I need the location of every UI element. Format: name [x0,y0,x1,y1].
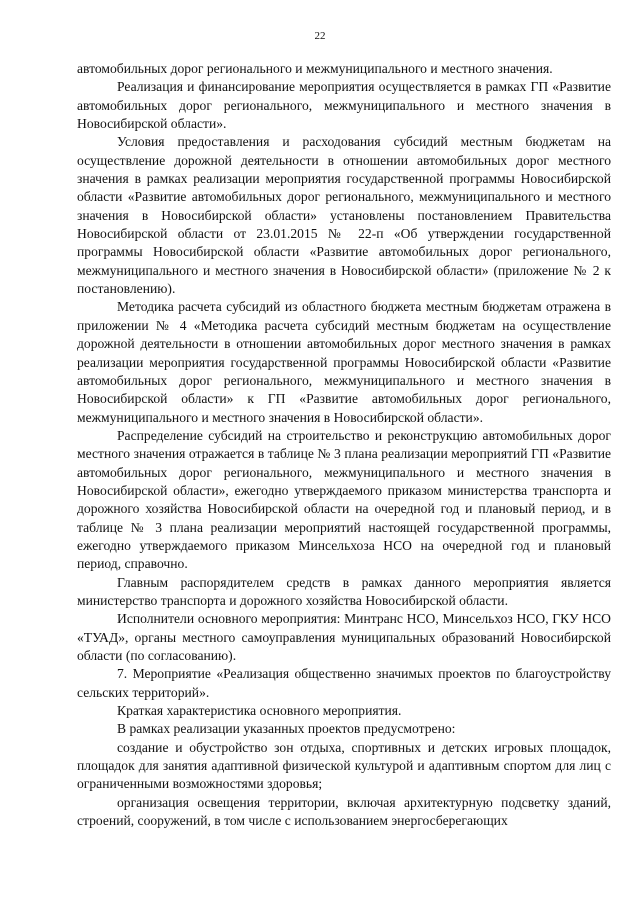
paragraph-main-manager: Главным распорядителем средств в рамках данного мероприятия является министерство транспорта и дорожного хозяйства Новосибирской области. [77,574,611,608]
paragraph-continuation: автомобильных дорог регионального и межмуниципального и местного значения. [77,61,553,76]
paragraph-brief-description: Краткая характеристика основного мероприятия. [117,703,402,719]
document-body [77,60,611,830]
paragraph-calculation-method: Методика расчета субсидий из областного бюджета местным бюджетам отражена в приложении № 4 «Методика расчета субсидий местным бюджетам на осуществление дорожной деятельности в отношении автомобильных дорог местного значения в рамках реализации мероприятия государственной программы Новосибирской области «Развитие автомобильных дорог регионального, межмуниципального и местного значения в Новосибирской области» к ГП «Развитие автомобильных дорог регионального, межмуниципального и местного значения в Новосибирской области». [77,299,611,425]
paragraph-financing: Реализация и финансирование мероприятия осуществляется в рамках ГП «Развитие автомобильных дорог регионального, межмуниципального и местного значения в Новосибирской области». [77,79,611,132]
paragraph-subsidy-conditions: Условия предоставления и расходования субсидий местным бюджетам на осуществление дорожной деятельности в отношении автомобильных дорог местного значения в рамках реализации мероприятия государственной программы Новосибирской области «Развитие автомобильных дорог регионального, межмуниципального и местного значения в Новосибирской области» установлены постановлением Правительства Новосибирской области от 23.01.2015 № 22-п «Об утверждении государственной программы Новосибирской области «Развитие автомобильных дорог регионального, межмуниципального и местного значения в Новосибирской области» (приложение № 2 к постановлению). [77,134,611,297]
paragraph-subsidy-distribution: Распределение субсидий на строительство и реконструкцию автомобильных дорог местного значения отражается в таблице № 3 плана реализации мероприятий ГП «Развитие автомобильных дорог регионального, межмуниципального и местного значения в Новосибирской области», ежегодно утверждаемого приказом министерства транспорта и дорожного хозяйства Новосибирской области на очередной год и плановый период, и в таблице № 3 плана реализации мероприятий настоящей государственной программы, ежегодно утверждаемого приказом Минсельхоза НСО на очередной год и плановый период, справочно. [77,427,611,572]
paragraph-measure-7-heading: 7. Мероприятие «Реализация общественно значимых проектов по благоустройству сельских территорий». [77,666,611,700]
paragraph-lighting: организация освещения территории, включая архитектурную подсветку зданий, строений, сооружений, в том числе с использованием энергосберегающих [77,794,611,829]
page-number: 22 [314,30,326,42]
paragraph-recreation-zones: создание и обустройство зон отдыха, спортивных и детских игровых площадок, площадок для занятия адаптивной физической культурой и адаптивным спортом для лиц с ограниченными возможностями здоровья; [77,739,611,792]
paragraph-executors: Исполнители основного мероприятия: Минтранс НСО, Минсельхоз НСО, ГКУ НСО «ТУАД», органы местного самоуправления муниципальных образований Новосибирской области (по согласованию). [77,611,611,663]
paragraph-projects-intro: В рамках реализации указанных проектов предусмотрено: [117,721,456,737]
